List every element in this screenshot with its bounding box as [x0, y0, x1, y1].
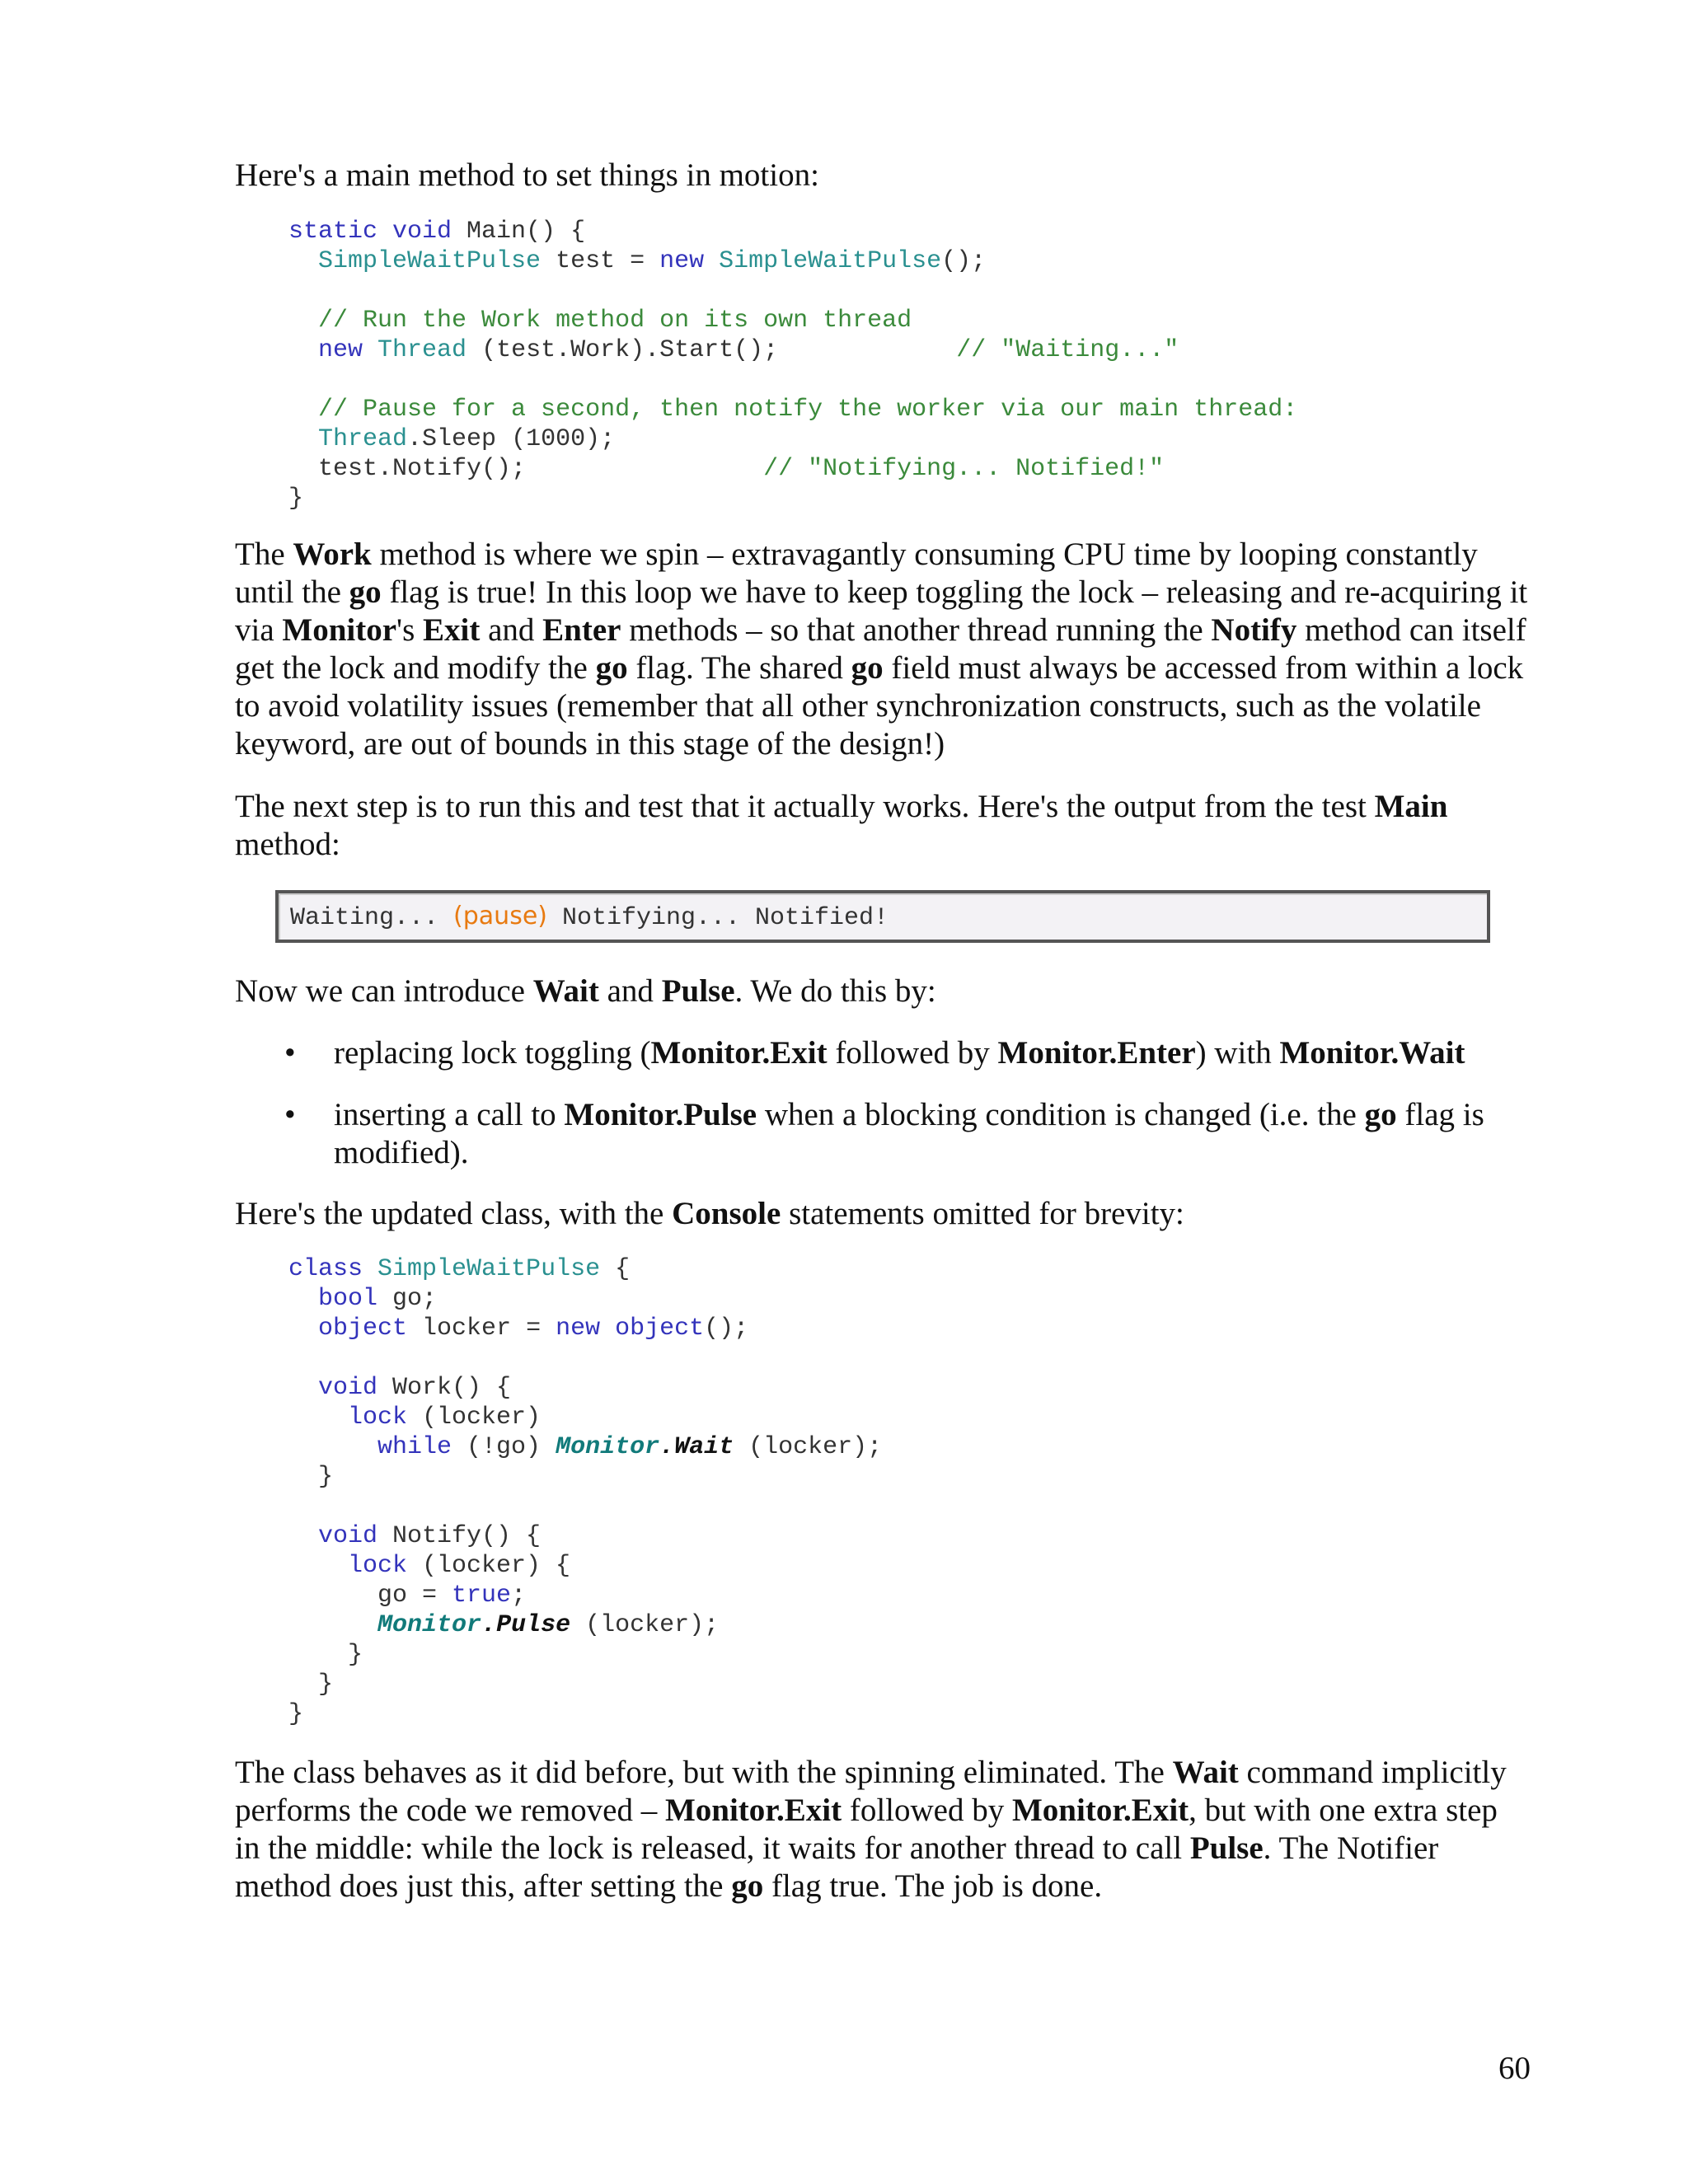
text-run: inserting a call to	[334, 1097, 565, 1132]
code-token: go;	[377, 1285, 438, 1313]
code-token: .Pulse	[481, 1611, 571, 1639]
bullet-icon: •	[284, 1097, 296, 1132]
code-token: new	[318, 336, 363, 364]
code-comment: // "Waiting..."	[956, 336, 1179, 364]
console-output-box	[275, 890, 1490, 943]
bold-term: Monitor.Exit	[664, 1793, 842, 1828]
text-run: flag is modified).	[334, 1097, 1484, 1170]
text-run: statements omitted for brevity:	[781, 1196, 1184, 1231]
text-run: , but with one extra step in the middle: while the lock is released, it waits for another thread to call	[235, 1793, 1498, 1866]
code-token: lock	[348, 1404, 408, 1432]
code-token: SimpleWaitPulse	[719, 247, 942, 275]
code-token: }	[348, 1641, 363, 1669]
code-token: test.Notify();	[318, 455, 527, 483]
code-token: SimpleWaitPulse	[377, 1255, 601, 1283]
code-token: }	[318, 1463, 334, 1491]
bold-term: Wait	[1172, 1755, 1239, 1790]
code-token: {	[600, 1255, 631, 1283]
text-run: Here's the updated class, with the	[235, 1196, 673, 1231]
bold-term: Monitor.Wait	[1279, 1035, 1465, 1071]
bullet-item-2	[334, 1096, 1537, 1172]
code-token: Monitor	[556, 1433, 660, 1461]
text-run: command implicitly performs the code we removed –	[235, 1755, 1507, 1828]
bold-term: go	[1364, 1097, 1397, 1132]
output-text: Notifying... Notified!	[546, 904, 889, 932]
code-token: Monitor	[377, 1611, 482, 1639]
code-token: (locker);	[734, 1433, 883, 1461]
bold-term: Notify	[1211, 612, 1297, 648]
bold-term: Wait	[532, 973, 599, 1009]
bold-term: go	[349, 574, 382, 610]
bold-term: go	[731, 1868, 764, 1904]
bold-term: Pulse	[1189, 1830, 1264, 1866]
test-output-paragraph	[235, 788, 1529, 864]
bold-term: go	[851, 650, 884, 686]
main-method-code-block	[288, 217, 1297, 513]
bold-term: Exit	[423, 612, 481, 648]
code-token: bool	[318, 1285, 378, 1313]
work-method-paragraph	[235, 536, 1529, 763]
text-run: 's	[396, 612, 424, 648]
text-run: method can itself get the lock and modify the	[235, 612, 1526, 686]
text-run: ) with	[1195, 1035, 1280, 1071]
code-token: (locker);	[570, 1611, 720, 1639]
text-run: followed by	[827, 1035, 998, 1071]
class-code-block	[288, 1254, 882, 1729]
code-token: }	[288, 485, 304, 513]
code-token: (!go)	[452, 1433, 556, 1461]
code-token: .Wait	[659, 1433, 734, 1461]
code-token: (locker)	[407, 1404, 542, 1432]
code-token: test =	[541, 247, 660, 275]
code-token: Thread	[318, 425, 408, 453]
output-text: Waiting...	[290, 904, 454, 932]
code-token: Thread	[377, 336, 467, 364]
bold-term: Monitor	[282, 612, 397, 648]
code-comment: // Pause for a second, then notify the worker via our main thread:	[318, 396, 1298, 424]
text-run: . The Notifier method does just this, after setting the	[235, 1830, 1439, 1904]
page-number: 60	[1498, 2050, 1531, 2086]
text-run: Now we can introduce	[235, 973, 533, 1009]
code-token: new	[556, 1315, 601, 1343]
text-run: The next step is to run this and test that it actually works. Here's the output from the test	[235, 789, 1375, 824]
text-run: The	[235, 537, 293, 572]
code-token: }	[288, 1700, 304, 1728]
bold-term: Main	[1374, 789, 1448, 824]
bold-term: Monitor.Exit	[650, 1035, 828, 1071]
text-run: method is where we spin – extravagantly consuming CPU time by looping constantly until the	[235, 537, 1478, 610]
code-comment: // Run the Work method on its own thread	[318, 307, 912, 335]
conclusion-paragraph	[235, 1754, 1529, 1905]
code-token: while	[377, 1433, 452, 1461]
code-token: object	[318, 1315, 408, 1343]
code-token: locker =	[407, 1315, 556, 1343]
code-token: SimpleWaitPulse	[318, 247, 542, 275]
code-token: Work() {	[377, 1374, 512, 1402]
text-run: and	[598, 973, 662, 1009]
text-run: and	[480, 612, 543, 648]
code-token: (test.Work).Start();	[467, 336, 779, 364]
code-token: void	[318, 1522, 378, 1550]
bold-term: Enter	[542, 612, 621, 648]
text-run: flag true. The job is done.	[763, 1868, 1103, 1904]
text-run: . We do this by:	[734, 973, 936, 1009]
code-token: go =	[377, 1582, 452, 1610]
code-token: Notify() {	[377, 1522, 542, 1550]
bold-term: Monitor.Enter	[997, 1035, 1196, 1071]
intro-paragraph: Here's a main method to set things in motion:	[235, 157, 819, 193]
code-token: class	[288, 1255, 363, 1283]
code-token: void	[318, 1374, 378, 1402]
bullet-item-1	[334, 1034, 1537, 1072]
text-run: flag. The shared	[627, 650, 851, 686]
bullet-icon: •	[284, 1035, 296, 1071]
code-token: ;	[511, 1582, 527, 1610]
bold-term: Work	[293, 537, 372, 572]
text-run: method:	[235, 827, 340, 862]
code-token: static void	[288, 218, 452, 246]
code-token: Main() {	[452, 218, 586, 246]
bold-term: Monitor.Exit	[1012, 1793, 1189, 1828]
code-token: object	[615, 1315, 705, 1343]
pause-marker: (pause)	[453, 902, 547, 930]
code-token: ();	[704, 1315, 749, 1343]
updated-class-paragraph	[235, 1195, 1529, 1233]
code-token: ();	[941, 247, 987, 275]
text-run: followed by	[842, 1793, 1012, 1828]
bold-term: Monitor.Pulse	[564, 1097, 757, 1132]
code-token: (locker) {	[407, 1552, 571, 1580]
code-token: true	[452, 1582, 512, 1610]
text-run: methods – so that another thread running the	[621, 612, 1212, 648]
code-comment: // "Notifying... Notified!"	[763, 455, 1165, 483]
bold-term: Console	[672, 1196, 781, 1231]
bold-term: Pulse	[661, 973, 735, 1009]
code-token: }	[318, 1671, 334, 1699]
text-run: when a blocking condition is changed (i.e. the	[757, 1097, 1365, 1132]
bold-term: go	[595, 650, 628, 686]
introduce-paragraph	[235, 972, 1529, 1010]
code-token: .Sleep (1000);	[407, 425, 616, 453]
text-run: field must always be accessed from within a lock to avoid volatility issues (remember that all other synchronization constructs, such as the volatile keyword, are out of bounds in this stage of the design!)	[235, 650, 1524, 762]
code-token: new	[659, 247, 705, 275]
text-run: replacing lock toggling (	[334, 1035, 651, 1071]
text-run: flag is true! In this loop we have to keep toggling the lock – releasing and re-acquiring it via	[235, 574, 1528, 648]
text-run: The class behaves as it did before, but with the spinning eliminated. The	[235, 1755, 1173, 1790]
code-token: lock	[348, 1552, 408, 1580]
